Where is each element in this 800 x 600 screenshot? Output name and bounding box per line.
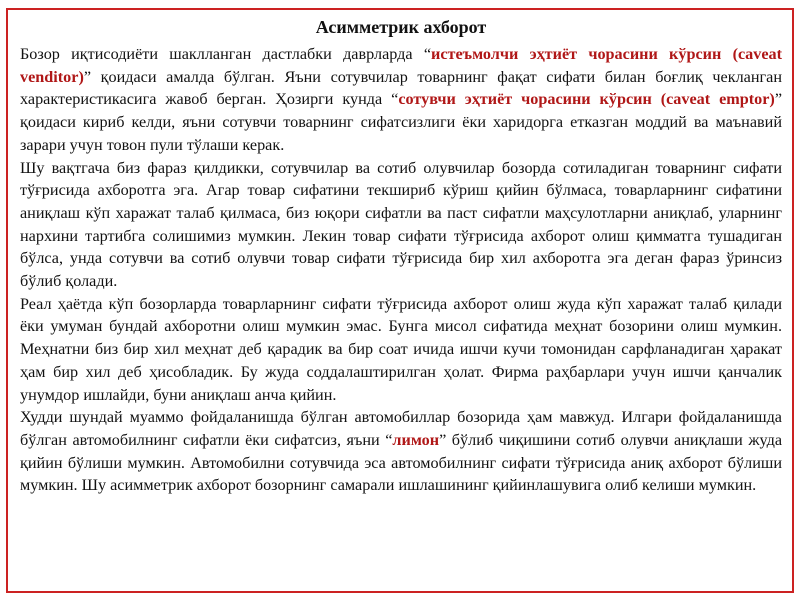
paragraph-3 [20, 293, 782, 407]
paragraph-1-text-a: Бозор иқтисодиёти шаклланган дастлабки даврларда “ [20, 45, 432, 63]
paragraph-4 [20, 406, 782, 497]
paragraph-1-text-b: ” қоидаси амалда бўлган. Яъни сотувчилар товарнинг фақат сифати билан боғлиқ чекланган характеристикасига жавоб берган. Ҳозирги кунда “ [20, 67, 782, 109]
highlight-caveat-venditor: истеъмолчи эҳтиёт чорасини кўрсин (caveat venditor) [20, 45, 782, 86]
highlight-caveat-emptor: сотувчи эҳтиёт чорасини кўрсин (caveat emptor) [398, 90, 775, 109]
document-frame [6, 8, 794, 593]
highlight-limon: лимон [392, 430, 440, 449]
paragraph-2-text: Шу вақтгача биз фараз қилдикки, сотувчилар ва сотиб олувчилар бозорда сотиладиган товарнинг сифати тўғрисида ахборотга эга. Агар товар сифатини текшириб кўриш қийин бўлмаса, товарларнинг сифатини аниқлаш кўп харажат талаб қилмаса, биз юқори сифатли ва паст сифатли маҳсулотларни аниқлаб, уларнинг нархини тартибга солишимиз мумкин. Лекин товар сифати тўғрисида ахборот олиш қимматга тушадиган бўлса, унда сотувчи ва сотиб олувчи товар сифати тўғрисида бир хил ахборотга эга деган фараз ўринсиз бўлиб қолади. [20, 158, 782, 291]
document-title: Асимметрик ахборот [315, 17, 487, 37]
paragraph-1-text-c: ” қоидаси кириб келди, яъни сотувчи товарнинг сифатсизлиги ёки харидорга етказган моддий ва маънавий зарари учун товон пули тўлаши керак. [20, 90, 782, 154]
paragraph-2 [20, 157, 782, 293]
paragraph-1 [20, 43, 782, 157]
paragraph-4-text-a: Худди шундай муаммо фойдаланишда бўлган автомобиллар бозорида ҳам мавжуд. Илгари фойдаланишда бўлган автомобилнинг сифатли ёки сифатсиз, яъни “ [20, 408, 782, 449]
paragraph-3-text: Реал ҳаётда кўп бозорларда товарларнинг сифати тўғрисида ахборот олиш жуда кўп харажат талаб қилади ёки умуман бундай ахборотни олиш мумкин эмас. Бунга мисол сифатида меҳнат бозорини олиш мумкин. Меҳнатни биз бир хил меҳнат деб қарадик ва бир соат ичида ишчи кучи томонидан сарфланадиган ҳаракат ҳам бир хил деб ҳисобладик. Бу жуда соддалаштирилган ҳолат. Фирма раҳбарлари учун ишчи қанчалик унумдор ишлайди, буни аниқлаш анча қийин. [20, 294, 782, 404]
paragraph-4-text-b: ” бўлиб чиқишини сотиб олувчи аниқлаши жуда қийин бўлиши мумкин. Автомобилни сотувчида эса автомобилнинг сифати тўғрисида аниқ ахборот бўлиши мумкин. Шу асимметрик ахборот бозорнинг самарали ишлашининг қийинлашувига олиб келиши мумкин. [20, 430, 783, 495]
